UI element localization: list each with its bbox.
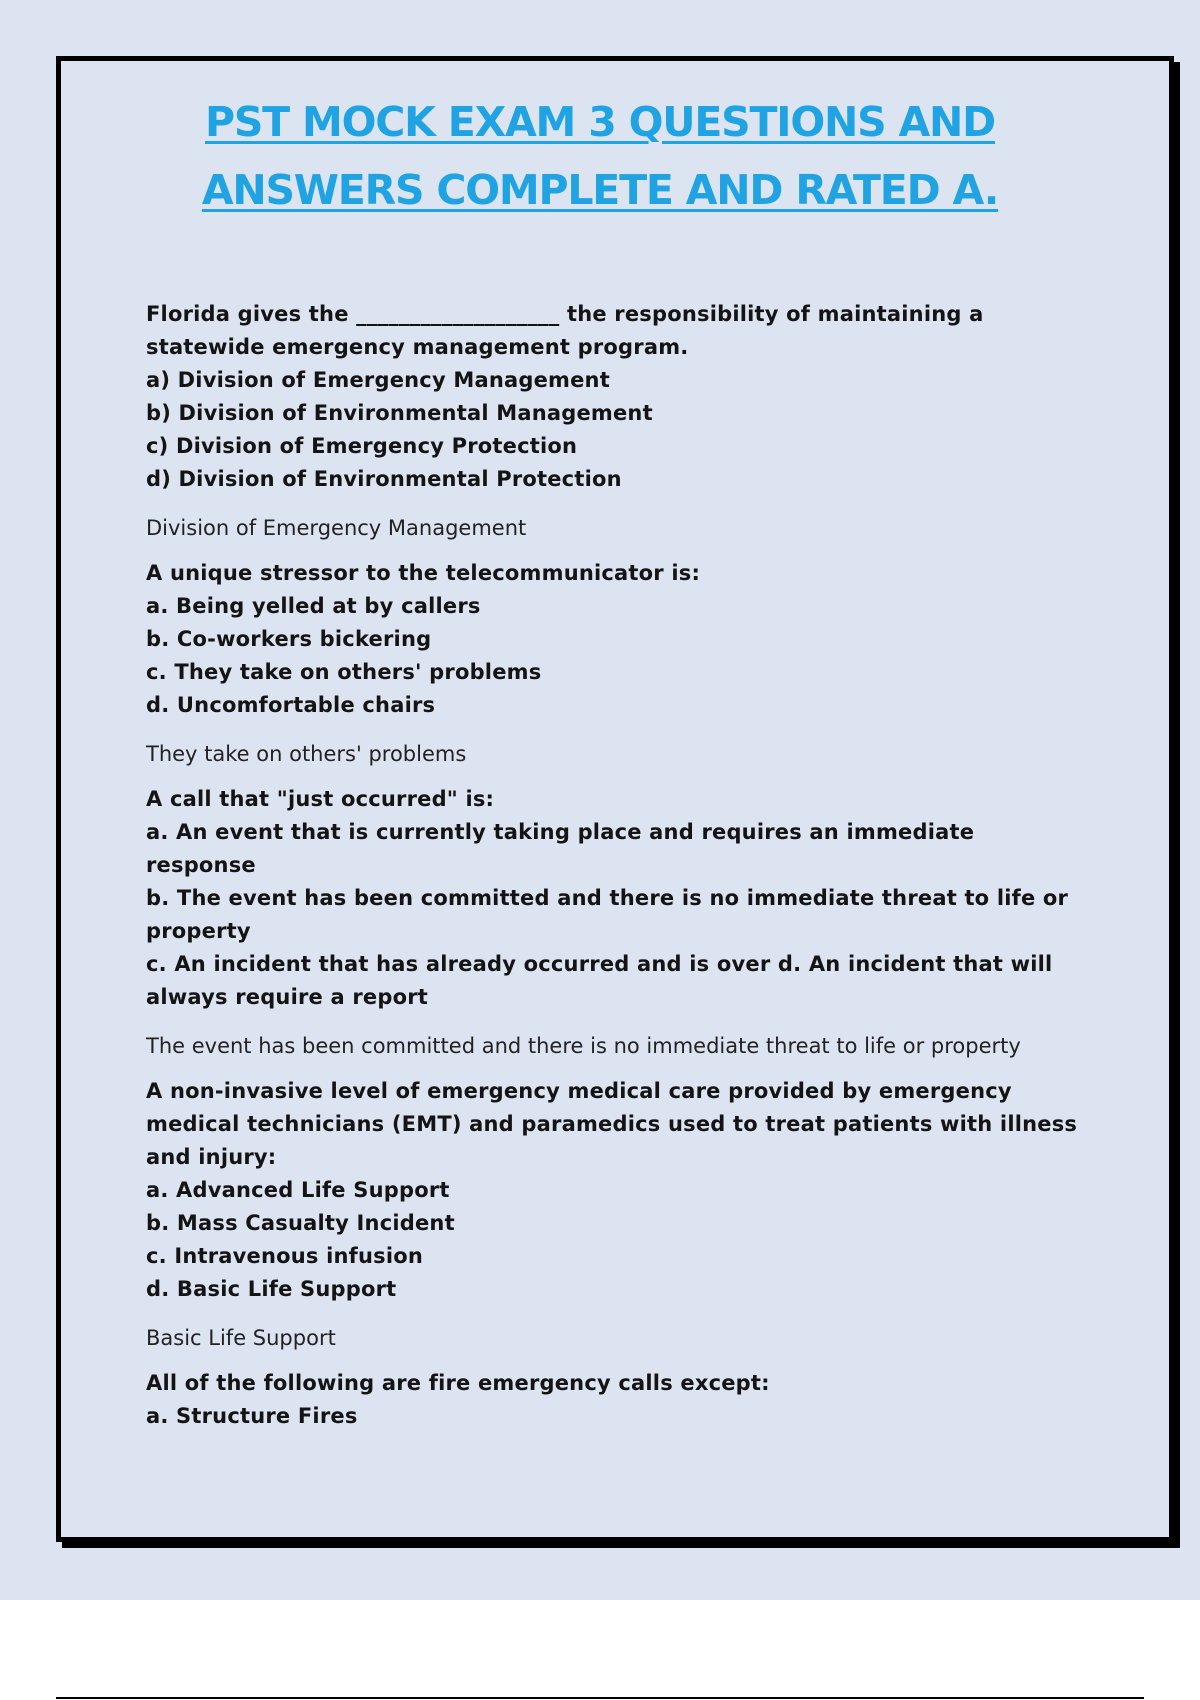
question-stem-line: A unique stressor to the telecommunicator is: [146,561,701,585]
question-stem-line: and injury: [146,1145,277,1169]
question-stem-line: medical technicians (EMT) and paramedics used to treat patients with illness [146,1112,1078,1136]
question-block [146,557,1086,722]
question-option: c. An incident that has already occurred and is over d. An incident that will [146,952,1053,976]
footer-divider [56,1697,1144,1699]
questions-content [146,298,1086,1433]
question-stem-line: statewide emergency management program. [146,335,689,359]
question-option: a. An event that is currently taking place and requires an immediate response [146,820,975,877]
question-option: always require a report [146,985,429,1009]
question-option: property [146,919,251,943]
question-option: a. Advanced Life Support [146,1178,450,1202]
question-answer: The event has been committed and there is no immediate threat to life or property [146,1034,1021,1058]
question-option: d) Division of Environmental Protection [146,467,622,491]
question-stem-line: A non-invasive level of emergency medical care provided by emergency [146,1079,1012,1103]
question-answer: Basic Life Support [146,1326,336,1350]
question-option: c) Division of Emergency Protection [146,434,578,458]
question-block [146,1367,1086,1433]
question-option: c. They take on others' problems [146,660,542,684]
question-answer: Division of Emergency Management [146,516,527,540]
question-option: c. Intravenous infusion [146,1244,424,1268]
question-block [146,1075,1086,1306]
question-block [146,783,1086,1014]
question-stem-line: All of the following are fire emergency calls except: [146,1371,770,1395]
question-option: b. Co-workers bickering [146,627,432,651]
title-line-2: ANSWERS COMPLETE AND RATED A. [201,166,999,214]
question-stem-line: Florida gives the ___________________ the responsibility of maintaining a [146,302,984,326]
question-option: b. The event has been committed and there is no immediate threat to life or [146,886,1069,910]
question-option: a. Structure Fires [146,1404,358,1428]
question-answer: They take on others' problems [146,742,467,766]
document-title [0,88,1200,224]
title-line-1: PST MOCK EXAM 3 QUESTIONS AND [205,98,995,146]
question-option: d. Basic Life Support [146,1277,397,1301]
question-option: a. Being yelled at by callers [146,594,481,618]
question-option: b) Division of Environmental Management [146,401,653,425]
question-block [146,298,1086,496]
question-stem-line: A call that "just occurred" is: [146,787,495,811]
question-option: d. Uncomfortable chairs [146,693,436,717]
question-option: b. Mass Casualty Incident [146,1211,455,1235]
question-option: a) Division of Emergency Management [146,368,610,392]
